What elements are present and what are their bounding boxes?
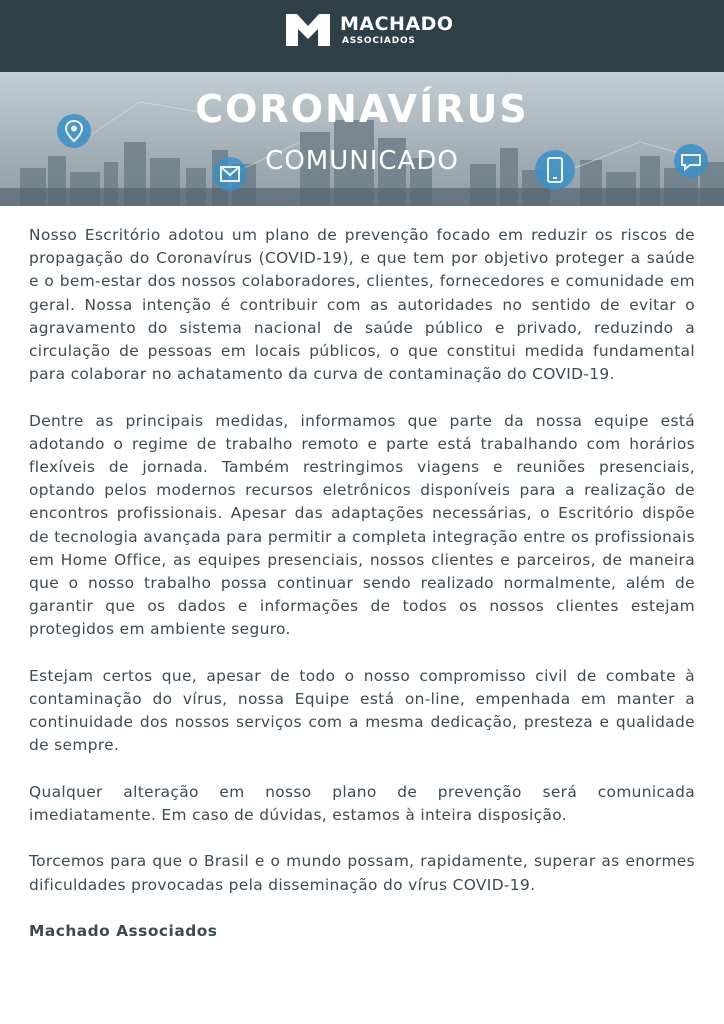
brand-subtitle: ASSOCIADOS [342,36,416,46]
announcement-body [29,224,695,966]
paragraph-2: Dentre as principais medidas, informamos que parte da nossa equipe está adotando o regime de trabalho remoto e parte está trabalhando com horários flexíveis de jornada. Também restringimos viagens e reuniões presenciais, optando pelos modernos recursos eletrônicos disponíveis para a realização de encontros profissionais. Apesar das adaptações necessárias, o Escritório dispõe de tecnologia avançada para permitir a completa integração entre os profissionais em Home Office, as equipes presenciais, nossos clientes e parceiros, de maneira que o nosso trabalho possa continuar sendo realizado normalmente, além de garantir que os dados e informações de todos os nossos clientes estejam protegidos em ambiente seguro. [29,411,695,639]
machado-logo-icon [286,14,330,46]
top-header-bar [0,0,724,72]
paragraph-5: Torcemos para que o Brasil e o mundo possam, rapidamente, superar as enormes dificuldades provocadas pela disseminação do vírus COVID-19. [29,852,695,894]
signature: Machado Associados [29,922,218,941]
company-logo[interactable] [286,13,454,47]
hero-banner [0,72,724,206]
paragraph-1: Nosso Escritório adotou um plano de prevenção focado em reduzir os riscos de propagação do Coronavírus (COVID-19), e que tem por objetivo proteger a saúde e o bem-estar dos nossos colaboradores, clientes, fornecedores e comunidade em geral. Nossa intenção é contribuir com as autoridades no sentido de evitar o agravamento do sistema nacional de saúde público e privado, reduzindo a circulação de pessoas em locais públicos, o que constitui medida fundamental para colaborar no achatamento da curva de contaminação do COVID-19. [29,226,695,384]
page-subtitle: COMUNICADO [265,146,459,176]
paragraph-4: Qualquer alteração em nosso plano de prevenção será comunicada imediatamente. Em caso de dúvidas, estamos à inteira disposição. [29,782,695,825]
brand-name: MACHADO [340,13,454,35]
paragraph-3: Estejam certos que, apesar de todo o nosso compromisso civil de combate à contaminação do vírus, nossa Equipe está on-line, empenhada em manter a continuidade dos nossos serviços com a mesma dedicação, presteza e qualidade de sempre. [29,666,695,755]
page-title: CORONAVÍRUS [195,87,529,131]
